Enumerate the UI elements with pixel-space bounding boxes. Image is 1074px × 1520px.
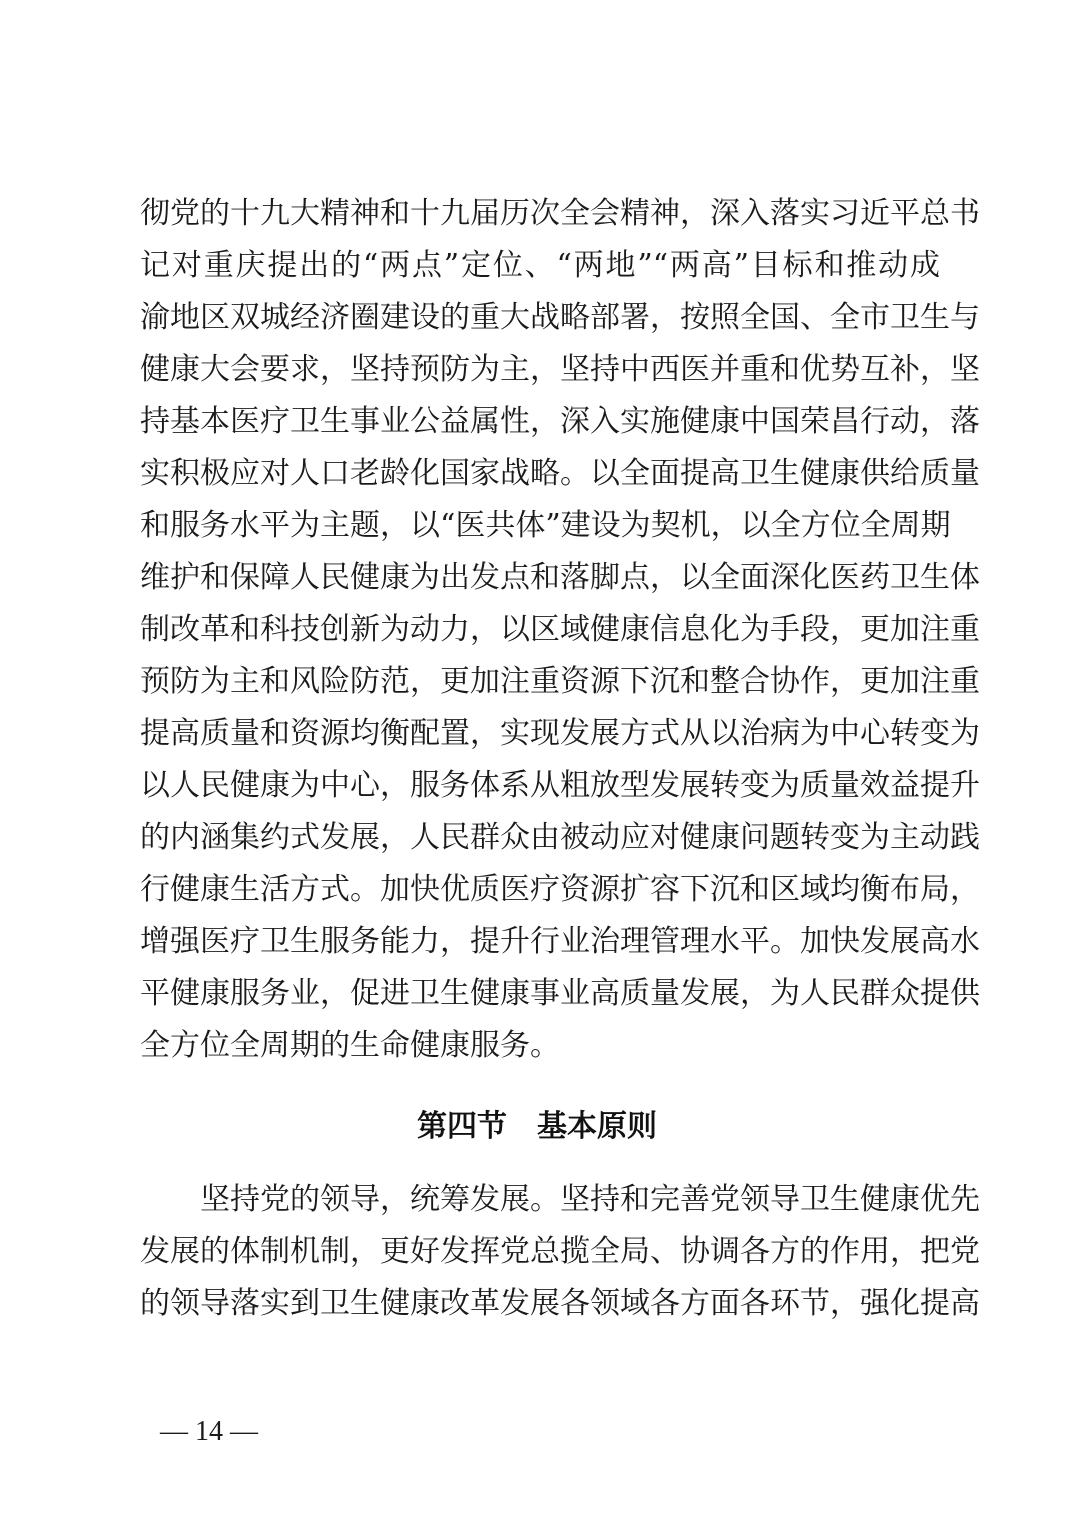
paragraph-line: 渝地区双城经济圈建设的重大战略部署，按照全国、全市卫生与 xyxy=(140,300,980,335)
paragraph-line: 的领导落实到卫生健康改革发展各领域各方面各环节，强化提高 xyxy=(140,1286,980,1321)
paragraph-line: 实积极应对人口老龄化国家战略。以全面提高卫生健康供给质量 xyxy=(140,456,980,491)
paragraph-line: 记对重庆提出的“两点”定位、“两地”“两高”目标和推动成 xyxy=(140,248,940,283)
paragraph-line: 增强医疗卫生服务能力，提升行业治理管理水平。加快发展高水 xyxy=(140,924,980,959)
paragraph-line: 维护和保障人民健康为出发点和落脚点，以全面深化医药卫生体 xyxy=(140,560,980,595)
paragraph-line: 持基本医疗卫生事业公益属性，深入实施健康中国荣昌行动，落 xyxy=(140,404,980,439)
paragraph-line: 彻党的十九大精神和十九届历次全会精神，深入落实习近平总书 xyxy=(140,196,980,231)
paragraph-line: 制改革和科技创新为动力，以区域健康信息化为手段，更加注重 xyxy=(140,612,980,647)
paragraph-line: 行健康生活方式。加快优质医疗资源扩容下沉和区域均衡布局， xyxy=(140,872,980,907)
page-number: — 14 — xyxy=(160,1416,258,1447)
paragraph-line: 和服务水平为主题，以“医共体”建设为契机，以全方位全周期 xyxy=(140,508,951,543)
section-heading: 第四节 基本原则 xyxy=(417,1109,657,1144)
paragraph-line: 预防为主和风险防范，更加注重资源下沉和整合协作，更加注重 xyxy=(140,664,980,699)
paragraph-line: 的内涵集约式发展，人民群众由被动应对健康问题转变为主动践 xyxy=(140,820,980,855)
paragraph-line: 平健康服务业，促进卫生健康事业高质量发展，为人民群众提供 xyxy=(140,976,980,1011)
paragraph-line: 提高质量和资源均衡配置，实现发展方式从以治病为中心转变为 xyxy=(140,716,980,751)
paragraph-line: 以人民健康为中心，服务体系从粗放型发展转变为质量效益提升 xyxy=(140,768,980,803)
paragraph-line: 健康大会要求，坚持预防为主，坚持中西医并重和优势互补，坚 xyxy=(140,352,980,387)
paragraph-line: 坚持党的领导，统筹发展。坚持和完善党领导卫生健康优先 xyxy=(140,1182,980,1217)
paragraph-line: 全方位全周期的生命健康服务。 xyxy=(140,1028,560,1063)
paragraph-line: 发展的体制机制，更好发挥党总揽全局、协调各方的作用，把党 xyxy=(140,1234,980,1269)
